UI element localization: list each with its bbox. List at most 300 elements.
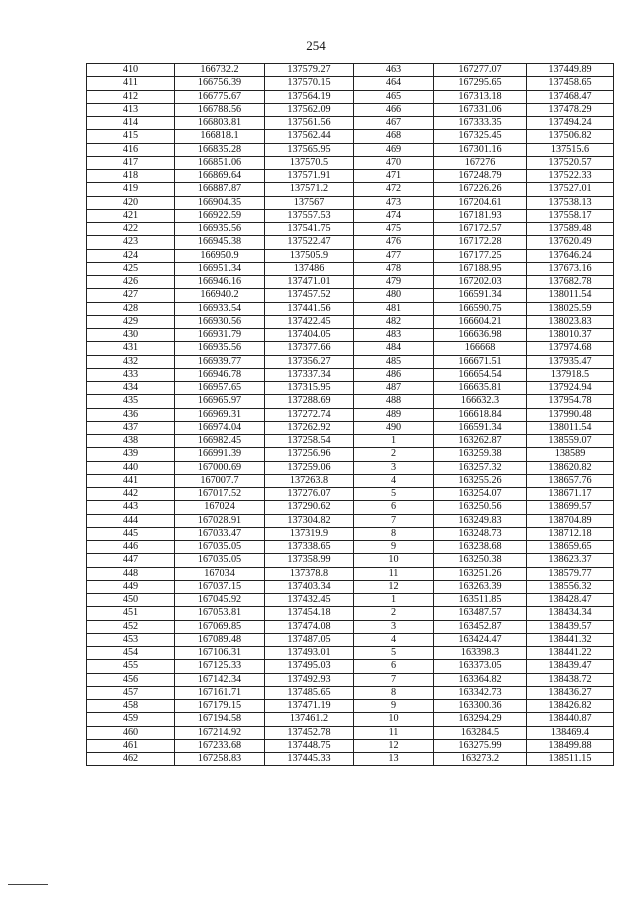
table-row [87,686,614,699]
x-coordinate-left: 166965.97 [175,395,265,408]
y-coordinate-left: 137461.2 [265,713,354,726]
point-number-left: 436 [87,408,175,421]
y-coordinate-right: 138438.72 [527,673,614,686]
y-coordinate-left: 137288.69 [265,395,354,408]
point-number-left: 459 [87,713,175,726]
y-coordinate-right: 137515.6 [527,143,614,156]
x-coordinate-right: 166604.21 [434,315,527,328]
table-row [87,382,614,395]
point-number-right: 465 [354,90,434,103]
x-coordinate-right: 163273.2 [434,753,527,766]
point-number-right: 470 [354,156,434,169]
y-coordinate-right: 137506.82 [527,130,614,143]
y-coordinate-right: 137458.65 [527,77,614,90]
x-coordinate-right: 167331.06 [434,103,527,116]
point-number-right: 8 [354,527,434,540]
y-coordinate-left: 137441.56 [265,302,354,315]
y-coordinate-right: 138439.47 [527,660,614,673]
y-coordinate-left: 137445.33 [265,753,354,766]
x-coordinate-left: 166732.2 [175,64,265,77]
y-coordinate-right: 138559.07 [527,435,614,448]
y-coordinate-left: 137337.34 [265,368,354,381]
x-coordinate-left: 166922.59 [175,209,265,222]
point-number-right: 488 [354,395,434,408]
x-coordinate-right: 167295.65 [434,77,527,90]
y-coordinate-right: 138440.87 [527,713,614,726]
point-number-right: 6 [354,501,434,514]
y-coordinate-right: 138579.77 [527,567,614,580]
point-number-left: 444 [87,514,175,527]
y-coordinate-left: 137471.19 [265,700,354,713]
y-coordinate-left: 137486 [265,262,354,275]
footer-rule [8,884,48,885]
point-number-right: 10 [354,554,434,567]
x-coordinate-left: 167142.34 [175,673,265,686]
y-coordinate-left: 137570.15 [265,77,354,90]
y-coordinate-left: 137565.95 [265,143,354,156]
table-row [87,117,614,130]
x-coordinate-left: 167179.15 [175,700,265,713]
point-number-left: 456 [87,673,175,686]
y-coordinate-right: 137589.48 [527,223,614,236]
x-coordinate-right: 166591.34 [434,289,527,302]
point-number-left: 417 [87,156,175,169]
y-coordinate-left: 137256.96 [265,448,354,461]
y-coordinate-left: 137562.09 [265,103,354,116]
point-number-right: 468 [354,130,434,143]
x-coordinate-left: 167053.81 [175,607,265,620]
point-number-left: 422 [87,223,175,236]
y-coordinate-right: 138511.15 [527,753,614,766]
x-coordinate-right: 166668 [434,342,527,355]
x-coordinate-right: 167172.57 [434,223,527,236]
point-number-left: 424 [87,249,175,262]
y-coordinate-right: 138671.17 [527,488,614,501]
y-coordinate-right: 138023.83 [527,315,614,328]
point-number-right: 3 [354,461,434,474]
point-number-left: 435 [87,395,175,408]
x-coordinate-right: 163249.83 [434,514,527,527]
point-number-left: 460 [87,726,175,739]
y-coordinate-left: 137258.54 [265,435,354,448]
y-coordinate-right: 137646.24 [527,249,614,262]
y-coordinate-right: 137520.57 [527,156,614,169]
point-number-right: 474 [354,209,434,222]
y-coordinate-right: 137478.29 [527,103,614,116]
y-coordinate-left: 137564.19 [265,90,354,103]
x-coordinate-right: 163257.32 [434,461,527,474]
table-row [87,236,614,249]
x-coordinate-left: 167000.69 [175,461,265,474]
x-coordinate-right: 167276 [434,156,527,169]
y-coordinate-right: 137918.5 [527,368,614,381]
x-coordinate-right: 167181.93 [434,209,527,222]
x-coordinate-right: 163262.87 [434,435,527,448]
y-coordinate-left: 137290.62 [265,501,354,514]
y-coordinate-right: 137522.33 [527,170,614,183]
x-coordinate-right: 166635.81 [434,382,527,395]
point-number-left: 432 [87,355,175,368]
y-coordinate-left: 137432.45 [265,594,354,607]
x-coordinate-right: 163342.73 [434,686,527,699]
table-row [87,660,614,673]
point-number-left: 430 [87,329,175,342]
x-coordinate-left: 167106.31 [175,647,265,660]
point-number-left: 410 [87,64,175,77]
y-coordinate-right: 138623.37 [527,554,614,567]
x-coordinate-left: 167028.91 [175,514,265,527]
point-number-right: 484 [354,342,434,355]
page-number: 254 [306,38,326,53]
x-coordinate-right: 167177.25 [434,249,527,262]
y-coordinate-left: 137570.5 [265,156,354,169]
point-number-left: 443 [87,501,175,514]
x-coordinate-left: 166869.64 [175,170,265,183]
table-row [87,209,614,222]
table-row [87,183,614,196]
x-coordinate-left: 166933.54 [175,302,265,315]
point-number-left: 438 [87,435,175,448]
x-coordinate-right: 167188.95 [434,262,527,275]
x-coordinate-left: 166940.2 [175,289,265,302]
x-coordinate-left: 167035.05 [175,541,265,554]
point-number-right: 476 [354,236,434,249]
point-number-right: 487 [354,382,434,395]
point-number-right: 8 [354,686,434,699]
point-number-left: 428 [87,302,175,315]
x-coordinate-right: 163254.07 [434,488,527,501]
x-coordinate-right: 163250.38 [434,554,527,567]
y-coordinate-left: 137471.01 [265,276,354,289]
point-number-right: 1 [354,594,434,607]
x-coordinate-right: 163511.85 [434,594,527,607]
table-row [87,408,614,421]
table-row [87,143,614,156]
table-row [87,355,614,368]
point-number-right: 490 [354,421,434,434]
y-coordinate-right: 137954.78 [527,395,614,408]
table-row [87,156,614,169]
y-coordinate-right: 137449.89 [527,64,614,77]
x-coordinate-left: 166756.39 [175,77,265,90]
point-number-right: 477 [354,249,434,262]
y-coordinate-right: 138011.54 [527,289,614,302]
table-row [87,607,614,620]
table-row [87,580,614,593]
x-coordinate-right: 163424.47 [434,633,527,646]
point-number-right: 486 [354,368,434,381]
y-coordinate-left: 137485.65 [265,686,354,699]
point-number-right: 469 [354,143,434,156]
y-coordinate-right: 138620.82 [527,461,614,474]
x-coordinate-right: 167226.26 [434,183,527,196]
point-number-left: 442 [87,488,175,501]
x-coordinate-right: 167301.16 [434,143,527,156]
x-coordinate-right: 167277.07 [434,64,527,77]
y-coordinate-right: 138434.34 [527,607,614,620]
point-number-left: 447 [87,554,175,567]
table-row [87,739,614,752]
y-coordinate-left: 137457.52 [265,289,354,302]
y-coordinate-left: 137338.65 [265,541,354,554]
y-coordinate-right: 138712.18 [527,527,614,540]
point-number-left: 455 [87,660,175,673]
table-row [87,514,614,527]
x-coordinate-right: 163238.68 [434,541,527,554]
point-number-left: 418 [87,170,175,183]
y-coordinate-left: 137492.93 [265,673,354,686]
point-number-left: 462 [87,753,175,766]
x-coordinate-left: 166945.38 [175,236,265,249]
x-coordinate-left: 166946.78 [175,368,265,381]
y-coordinate-right: 137494.24 [527,117,614,130]
x-coordinate-left: 167035.05 [175,554,265,567]
point-number-left: 415 [87,130,175,143]
x-coordinate-right: 166671.51 [434,355,527,368]
x-coordinate-left: 166904.35 [175,196,265,209]
point-number-right: 4 [354,474,434,487]
table-row [87,435,614,448]
point-number-left: 431 [87,342,175,355]
x-coordinate-left: 166935.56 [175,223,265,236]
point-number-left: 450 [87,594,175,607]
x-coordinate-left: 166775.67 [175,90,265,103]
point-number-left: 445 [87,527,175,540]
point-number-right: 2 [354,448,434,461]
x-coordinate-right: 163452.87 [434,620,527,633]
x-coordinate-right: 163294.29 [434,713,527,726]
y-coordinate-left: 137493.01 [265,647,354,660]
table-row [87,249,614,262]
x-coordinate-right: 166618.84 [434,408,527,421]
point-number-right: 7 [354,514,434,527]
point-number-left: 433 [87,368,175,381]
point-number-right: 475 [354,223,434,236]
y-coordinate-left: 137454.18 [265,607,354,620]
y-coordinate-left: 137561.56 [265,117,354,130]
point-number-left: 425 [87,262,175,275]
y-coordinate-left: 137422.45 [265,315,354,328]
coordinates-table-body [87,64,614,766]
point-number-left: 454 [87,647,175,660]
point-number-right: 473 [354,196,434,209]
point-number-right: 5 [354,488,434,501]
y-coordinate-right: 137924.94 [527,382,614,395]
x-coordinate-right: 163275.99 [434,739,527,752]
table-row [87,302,614,315]
point-number-right: 12 [354,739,434,752]
point-number-left: 427 [87,289,175,302]
y-coordinate-right: 138010.37 [527,329,614,342]
y-coordinate-left: 137259.06 [265,461,354,474]
y-coordinate-right: 138436.27 [527,686,614,699]
table-row [87,315,614,328]
point-number-left: 452 [87,620,175,633]
y-coordinate-right: 137990.48 [527,408,614,421]
y-coordinate-left: 137452.78 [265,726,354,739]
table-row [87,276,614,289]
x-coordinate-right: 167313.18 [434,90,527,103]
y-coordinate-left: 137557.53 [265,209,354,222]
y-coordinate-left: 137377.66 [265,342,354,355]
point-number-left: 412 [87,90,175,103]
x-coordinate-right: 163250.56 [434,501,527,514]
point-number-left: 446 [87,541,175,554]
x-coordinate-right: 167172.28 [434,236,527,249]
y-coordinate-right: 138556.32 [527,580,614,593]
table-row [87,368,614,381]
table-row [87,713,614,726]
table-row [87,342,614,355]
x-coordinate-right: 167325.45 [434,130,527,143]
point-number-left: 441 [87,474,175,487]
y-coordinate-left: 137262.92 [265,421,354,434]
y-coordinate-left: 137276.07 [265,488,354,501]
table-row [87,633,614,646]
y-coordinate-right: 137673.16 [527,262,614,275]
x-coordinate-left: 166950.9 [175,249,265,262]
point-number-right: 480 [354,289,434,302]
point-number-right: 9 [354,700,434,713]
point-number-right: 471 [354,170,434,183]
point-number-right: 472 [354,183,434,196]
point-number-left: 439 [87,448,175,461]
table-row [87,726,614,739]
y-coordinate-left: 137272.74 [265,408,354,421]
x-coordinate-left: 167089.48 [175,633,265,646]
y-coordinate-right: 138699.57 [527,501,614,514]
x-coordinate-left: 167069.85 [175,620,265,633]
table-row [87,130,614,143]
point-number-right: 463 [354,64,434,77]
y-coordinate-left: 137403.34 [265,580,354,593]
table-row [87,64,614,77]
y-coordinate-left: 137315.95 [265,382,354,395]
point-number-right: 11 [354,567,434,580]
x-coordinate-right: 167248.79 [434,170,527,183]
x-coordinate-right: 166654.54 [434,368,527,381]
coordinates-table [86,63,614,766]
x-coordinate-left: 167125.33 [175,660,265,673]
x-coordinate-left: 167007.7 [175,474,265,487]
point-number-left: 411 [87,77,175,90]
y-coordinate-left: 137571.2 [265,183,354,196]
y-coordinate-right: 138469.4 [527,726,614,739]
point-number-right: 479 [354,276,434,289]
point-number-left: 413 [87,103,175,116]
table-row [87,103,614,116]
x-coordinate-left: 166930.56 [175,315,265,328]
table-row [87,541,614,554]
table-row [87,474,614,487]
y-coordinate-right: 138428.47 [527,594,614,607]
y-coordinate-right: 138025.59 [527,302,614,315]
x-coordinate-right: 163487.57 [434,607,527,620]
x-coordinate-left: 166931.79 [175,329,265,342]
x-coordinate-left: 167033.47 [175,527,265,540]
y-coordinate-right: 138441.22 [527,647,614,660]
y-coordinate-left: 137579.27 [265,64,354,77]
y-coordinate-right: 138659.65 [527,541,614,554]
point-number-right: 485 [354,355,434,368]
x-coordinate-left: 167214.92 [175,726,265,739]
x-coordinate-right: 163251.26 [434,567,527,580]
point-number-left: 457 [87,686,175,699]
point-number-right: 489 [354,408,434,421]
point-number-right: 6 [354,660,434,673]
y-coordinate-right: 137558.17 [527,209,614,222]
x-coordinate-right: 163398.3 [434,647,527,660]
point-number-left: 426 [87,276,175,289]
point-number-left: 423 [87,236,175,249]
table-row [87,527,614,540]
point-number-right: 464 [354,77,434,90]
x-coordinate-left: 166969.31 [175,408,265,421]
y-coordinate-left: 137505.9 [265,249,354,262]
x-coordinate-right: 167204.61 [434,196,527,209]
x-coordinate-left: 166991.39 [175,448,265,461]
y-coordinate-right: 137527.01 [527,183,614,196]
x-coordinate-left: 167024 [175,501,265,514]
x-coordinate-left: 166818.1 [175,130,265,143]
y-coordinate-right: 138439.57 [527,620,614,633]
point-number-right: 9 [354,541,434,554]
table-row [87,673,614,686]
point-number-left: 453 [87,633,175,646]
point-number-right: 466 [354,103,434,116]
y-coordinate-left: 137356.27 [265,355,354,368]
x-coordinate-right: 163284.5 [434,726,527,739]
y-coordinate-left: 137541.75 [265,223,354,236]
table-row [87,395,614,408]
y-coordinate-left: 137378.8 [265,567,354,580]
table-row [87,594,614,607]
x-coordinate-left: 166951.34 [175,262,265,275]
y-coordinate-left: 137304.82 [265,514,354,527]
point-number-right: 481 [354,302,434,315]
x-coordinate-left: 167017.52 [175,488,265,501]
point-number-left: 449 [87,580,175,593]
y-coordinate-right: 137974.68 [527,342,614,355]
y-coordinate-right: 138589 [527,448,614,461]
x-coordinate-right: 163373.05 [434,660,527,673]
x-coordinate-left: 166974.04 [175,421,265,434]
y-coordinate-left: 137567 [265,196,354,209]
y-coordinate-right: 138441.32 [527,633,614,646]
table-row [87,501,614,514]
y-coordinate-right: 137682.78 [527,276,614,289]
x-coordinate-left: 167034 [175,567,265,580]
table-row [87,329,614,342]
y-coordinate-right: 137935.47 [527,355,614,368]
x-coordinate-left: 166939.77 [175,355,265,368]
point-number-right: 7 [354,673,434,686]
y-coordinate-right: 138011.54 [527,421,614,434]
x-coordinate-left: 166982.45 [175,435,265,448]
table-row [87,554,614,567]
table-row [87,461,614,474]
x-coordinate-left: 166788.56 [175,103,265,116]
x-coordinate-right: 166636.98 [434,329,527,342]
point-number-left: 421 [87,209,175,222]
point-number-left: 458 [87,700,175,713]
point-number-right: 478 [354,262,434,275]
x-coordinate-left: 167233.68 [175,739,265,752]
point-number-left: 437 [87,421,175,434]
table-row [87,196,614,209]
table-row [87,488,614,501]
table-row [87,448,614,461]
